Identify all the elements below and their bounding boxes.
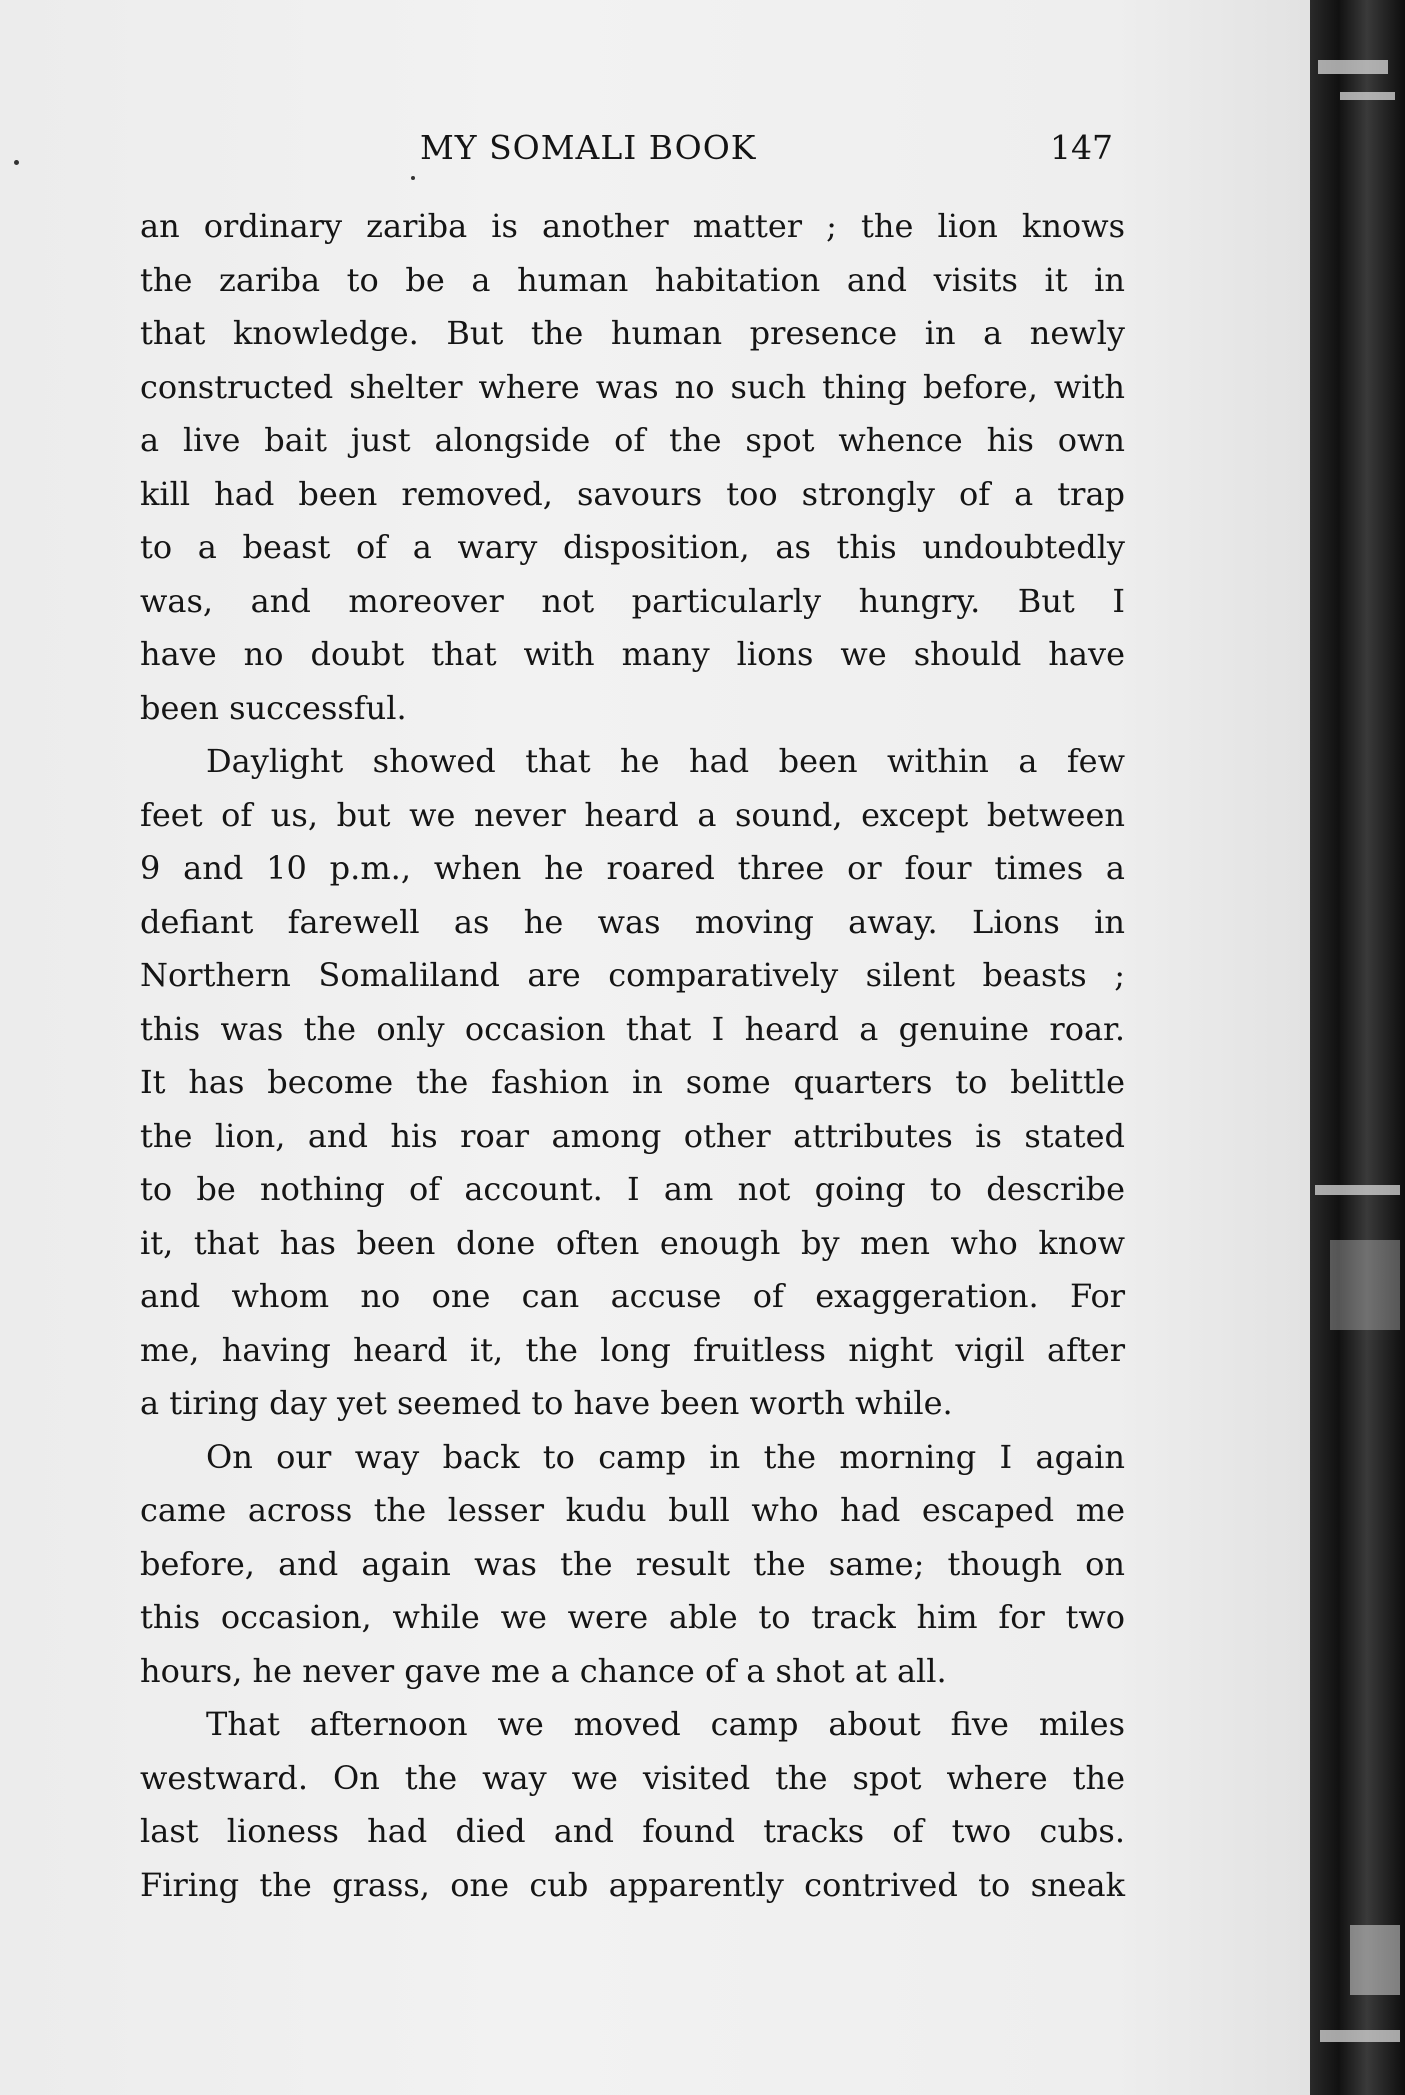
text-line: feet of us, but we never heard a sound, except between xyxy=(140,795,1125,834)
text-line: this was the only occasion that I heard a genuine roar. xyxy=(140,1009,1125,1048)
text-line: and whom no one can accuse of exaggeration. For xyxy=(140,1277,1125,1315)
paper-fragment xyxy=(1315,1185,1400,1195)
text-line: constructed shelter where was no such thing before, with xyxy=(140,367,1125,406)
text-line: this occasion, while we were able to track him for two xyxy=(140,1598,1125,1636)
text-line: westward. On the way we visited the spot where the xyxy=(140,1758,1125,1797)
text-line: the lion, and his roar among other attributes is stated xyxy=(140,1116,1125,1155)
paper-fragment xyxy=(1320,2030,1400,2042)
text-line: That afternoon we moved camp about five miles xyxy=(206,1705,1125,1743)
text-line: 9 and 10 p.m., when he roared three or four times a xyxy=(140,849,1125,887)
text-line: was, and moreover not particularly hungry. But I xyxy=(140,581,1125,620)
text-line: to be nothing of account. I am not going to describe xyxy=(140,1170,1125,1208)
text-line: been successful. xyxy=(140,688,407,727)
text-line: that knowledge. But the human presence in a newly xyxy=(140,314,1125,352)
text-line: hours, he never gave me a chance of a shot at all. xyxy=(140,1651,947,1690)
text-line: have no doubt that with many lions we should have xyxy=(140,635,1125,673)
text-line: before, and again was the result the same; though on xyxy=(140,1544,1125,1583)
text-line: last lioness had died and found tracks of two cubs. xyxy=(140,1812,1125,1850)
paper-fragment xyxy=(1318,60,1388,74)
text-line: Firing the grass, one cub apparently contrived to sneak xyxy=(140,1865,1125,1904)
paper-fragment xyxy=(1340,92,1395,100)
page-number: 147 xyxy=(1050,128,1113,167)
text-line: Daylight showed that he had been within a few xyxy=(206,742,1125,780)
text-line: it, that has been done often enough by men who know xyxy=(140,1223,1125,1262)
running-title: MY SOMALI BOOK xyxy=(420,128,757,167)
text-line: a tiring day yet seemed to have been worth while. xyxy=(140,1384,953,1422)
text-line: the zariba to be a human habitation and visits it in xyxy=(140,260,1125,299)
text-line: It has become the fashion in some quarters to belittle xyxy=(140,1063,1125,1101)
text-line: kill had been removed, savours too strongly of a trap xyxy=(140,474,1125,513)
paper-fragment xyxy=(1350,1925,1400,1995)
text-line: came across the lesser kudu bull who had escaped me xyxy=(140,1491,1125,1529)
paper-fragment xyxy=(1330,1240,1400,1330)
text-line: to a beast of a wary disposition, as this undoubtedly xyxy=(140,528,1125,566)
running-head xyxy=(0,128,1310,178)
text-line: Northern Somaliland are comparatively silent beasts ; xyxy=(140,956,1125,994)
text-line: On our way back to camp in the morning I again xyxy=(206,1437,1125,1476)
book-binding-edge xyxy=(1310,0,1405,2095)
text-line: defiant farewell as he was moving away. Lions in xyxy=(140,902,1125,941)
body-text xyxy=(140,200,1125,1912)
text-line: me, having heard it, the long fruitless night vigil after xyxy=(140,1330,1125,1369)
text-line: an ordinary zariba is another matter ; the lion knows xyxy=(140,207,1125,245)
text-line: a live bait just alongside of the spot whence his own xyxy=(140,421,1125,459)
